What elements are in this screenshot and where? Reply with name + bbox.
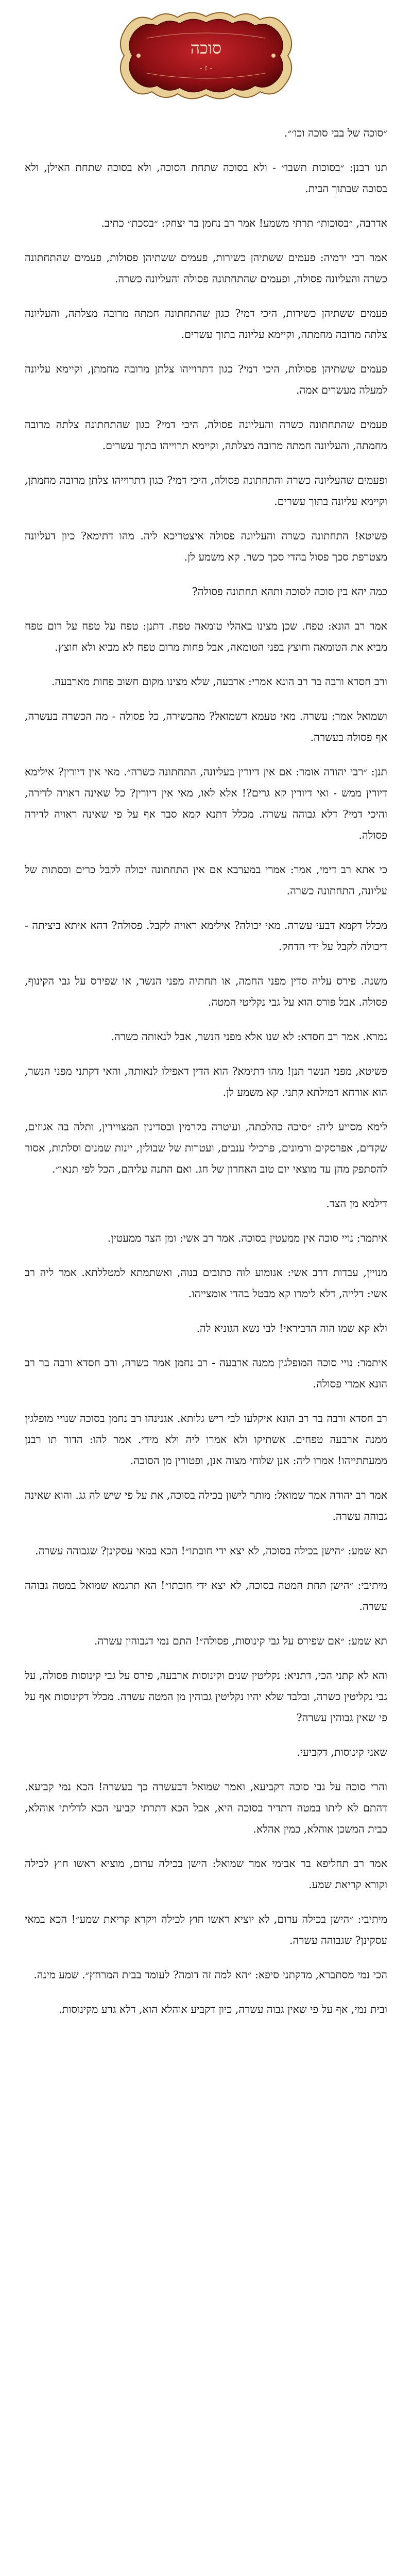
- text-paragraph: כי אתא רב דימי, אמר: אמרי במערבא אם אין התחתונה יכולה לקבל כרים וכסתות של עליונה, התחתונה כשרה.: [25, 863, 387, 897]
- text-paragraph: תא שמע: ״אם שפירס על גבי קינוסות, פסולה״! התם נמי דגבוהין עשרה.: [94, 1635, 387, 1647]
- text-paragraph: פעמים שהתחתונה כשרה והעליונה פסולה, היכי דמי? כגון שהתחתונה צלתה מרובה מחמתה, והעליונה חמתה מרובה מצלתה, וקיימא תרוייהו בתוך עשרים.: [25, 418, 387, 452]
- text-paragraph: הכי נמי מסתברא, מדקתני סיפא: ״הא למה זה דומה? לעומד בבית המרחץ״. שמע מינה.: [33, 1969, 387, 1981]
- text-paragraph: ורב חסדא ורבה בר רב הונא אמרי: ארבעה, שלא מצינו מקום חשוב פחות מארבעה.: [51, 675, 387, 688]
- text-paragraph: אמר רבי ירמיה: פעמים ששתיהן כשירות, פעמים ששתיהן פסולות, פעמים שהתחתונה כשרה והעליונה פסולה, ופעמים שהתחתונה פסולה והעליונה כשרה.: [25, 251, 387, 285]
- text-paragraph: שאני קינוסות, דקביעי.: [297, 1746, 387, 1758]
- text-paragraph: תא שמע: ״הישן בכילה בסוכה, לא יצא ידי חובתו״! הכא במאי עסקינן? שגבוהה עשרה.: [35, 1545, 387, 1557]
- text-paragraph: גמרא. אמר רב חסדא: לא שנו אלא מפני הנשר, אבל לנאותה כשרה.: [111, 1030, 387, 1043]
- text-paragraph: תנן: ״רבי יהודה אומר: אם אין דיורין בעליונה, התחתונה כשרה״. מאי אין דיורין? אילימא דיורין ממש - ואי דיורין קא גרים?! אלא לאו, מאי אין דיורין? כל שאינה ראויה לדירה, והיכי דמי? דלא גבוהה עשרה. מכלל דתנא קמא סבר אף על פי שאינה ראויה לדירה פסולה.: [25, 766, 387, 841]
- text-paragraph: מיתיבי: ״הישן תחת המטה בסוכה, לא יצא ידי חובתו״! הא תרגמא שמואל במטה גבוהה עשרה.: [25, 1579, 387, 1613]
- text-paragraph: ופעמים שהעליונה כשרה והתחתונה פסולה, היכי דמי? כגון דתרוייהו צלתן מרובה מחמתן, וקיימא עליונה בתוך עשרים.: [25, 474, 387, 507]
- text-paragraph: אמר רב יהודה אמר שמואל: מותר לישון בכילה בסוכה, את על פי שיש לה גג. והוא שאינה גבוהה עשרה.: [25, 1489, 387, 1522]
- text-paragraph: איתמר: נויי סוכה המופלגין ממנה ארבעה - רב נחמן אמר כשרה, ורב חסדא ורבה בר רב הונא אמרי פסולה.: [25, 1357, 387, 1390]
- text-paragraph: פעמים ששתיהן פסולות, היכי דמי? כגון דתרוייהו צלתן מרובה מחמתן, וקיימא עליונה למעלה מעשרים אמה.: [25, 363, 387, 396]
- text-paragraph: ובית נמי, אף על פי שאין גבוה עשרה, כיון דקביע אוהלא הוא, דלא גרע מקינוסות.: [59, 2003, 387, 2015]
- text-paragraph: דילמא מן הצד.: [326, 1197, 387, 1210]
- text-body: [25, 123, 387, 2033]
- text-paragraph: אדרבה, ״בסוכות״ תרתי משמע! אמר רב נחמן בר יצחק: ״בסכת״ כתיב.: [101, 217, 387, 229]
- page-number: - ז -: [199, 63, 213, 73]
- text-paragraph: פשיטא, מפני הנשר תנן! מהו דתימא? הוא הדין דאפילו לנאותה, והאי דקתני מפני הנשר, הוא אורחא דמילתא קתני. קא משמע לן.: [25, 1065, 387, 1098]
- text-paragraph: תנו רבנן: ״בסוכות תשבו״ - ולא בסוכה שתחת הסוכה, ולא בסוכה שתחת האילן, ולא בסוכה שבתוך הבית.: [25, 161, 387, 195]
- text-paragraph: משנה. פירס עליה סדין מפני החמה, או תחתיה מפני הנשר, או שפירס על גבי הקינוף, פסולה. אבל פורס הוא על גבי נקליטי המטה.: [25, 975, 387, 1008]
- text-paragraph: ״סוכה של בבי סוכה וכו׳״.: [284, 127, 387, 139]
- text-paragraph: ושמואל אמר: עשרה. מאי טעמא דשמואל? מהכשירה, כל פסולה - מה הכשרה בעשרה, אף פסולה בעשרה.: [25, 710, 387, 743]
- text-paragraph: והא לא קתני הכי, דתניא: נקליטין שנים וקינוסות ארבעה, פירס על גבי קינוסות פסולה, על גבי נקליטין כשרה, ובלבד שלא יהיו נקליטין גבוהין מן המטה עשרה. מכלל דקינוסות אף על פי שאין גבוהין עשרה?: [25, 1669, 387, 1724]
- text-paragraph: כמה יהא בין סוכה לסוכה ותהא תחתונה פסולה?: [192, 585, 387, 598]
- page-header: [0, 0, 412, 118]
- text-paragraph: מיתיבי: ״הישן בכילה ערום, לא יוציא ראשו חוץ לכילה ויקרא קריאת שמע״! הכא במאי עסקינן? שגבוהה עשרה.: [25, 1913, 387, 1946]
- text-paragraph: איתמר: נויי סוכה אין ממעטין בסוכה. אמר רב אשי: ומן הצד ממעטין.: [107, 1232, 387, 1244]
- text-paragraph: פשיטא! התחתונה כשרה והעליונה פסולה איצטריכא ליה. מהו דתימא? כיון דעליונה מצטרפת סכך פסול בהדי סכך כשר. קא משמע לן.: [25, 530, 387, 563]
- title-badge: [116, 7, 296, 104]
- text-paragraph: מנויין, עבדות דרב אשי: אגומוע לוה כתובים בנוה, ואשתמתא למטללתא. אמר ליה רב אשי: דלייה, דלא לימרו קא מבטל בהדי אומצייהו.: [25, 1266, 387, 1300]
- text-paragraph: ולא קא שמו הוה הדביראי! לבי נשא הגוניא לה.: [196, 1322, 387, 1334]
- text-paragraph: לימא מסייע ליה: ״סיכה כהלכתה, ועיטרה בקרמין ובסדינין המצויירין, ותלה בה אגוזים, שקדים, אפרסקים ורמונים, פרכילי ענבים, ועטרות של שבולין, יינות שמנים וסלתות, אסור להסתפק מהן עד מוצאי יום טוב האחרון של חג. ואם התנה עליהם, הכל לפי תנאו״.: [25, 1121, 387, 1175]
- text-paragraph: אמר רב תחליפא בר אבימי אמר שמואל: הישן בכילה ערום, מוציא ראשו חוץ לכילה וקורא קריאת שמע.: [25, 1857, 387, 1891]
- text-paragraph: רב חסדא ורבה בר רב הונא איקלעו לבי ריש גלותא. אגנינהו רב נחמן בסוכה שנויי מופלגין ממנה ארבעה טפחים. אשתיקו ולא אמרו ליה ולא מידי. אמר להו: הדור תו רבנן ממעתתייהו! אמרו ליה: אנן שלוחי מצוה אנן, ופטורין מן הסוכה.: [25, 1412, 387, 1467]
- page-title: סוכה: [190, 38, 222, 58]
- text-paragraph: והרי סוכה על גבי סוכה דקביעא, ואמר שמואל דבעשרה כך בעשרה! הכא נמי קביעא. דהתם לא ליתו במטה דתדיר בסוכה היא, אבל הכא דתרתי קביעי הכא לדליתי אוהלא, כבית המשכן אוהלא, כמין אהלא.: [25, 1781, 387, 1835]
- text-paragraph: אמר רב הונא: טפח. שכן מצינו באהלי טומאה טפח. דתנן: טפח על טפח על רום טפח מביא את הטומאה וחוצץ בפני הטומאה, אבל פחות מרום טפח לא מביא ולא חוצץ.: [25, 620, 387, 653]
- text-paragraph: מכלל דקמא דבעי עשרה. מאי יכולה? אילימא ראויה לקבל. פסולה? דהא איתא ביציתה - דיכולה לקבל על ידי הדחק.: [25, 919, 387, 953]
- text-paragraph: פעמים ששתיהן כשירות, היכי דמי? כגון שהתחתונה חמתה מרובה מצלתה, והעליונה צלתה מרובה מחמתה, וקיימא עליונה בתוך עשרים.: [25, 307, 387, 341]
